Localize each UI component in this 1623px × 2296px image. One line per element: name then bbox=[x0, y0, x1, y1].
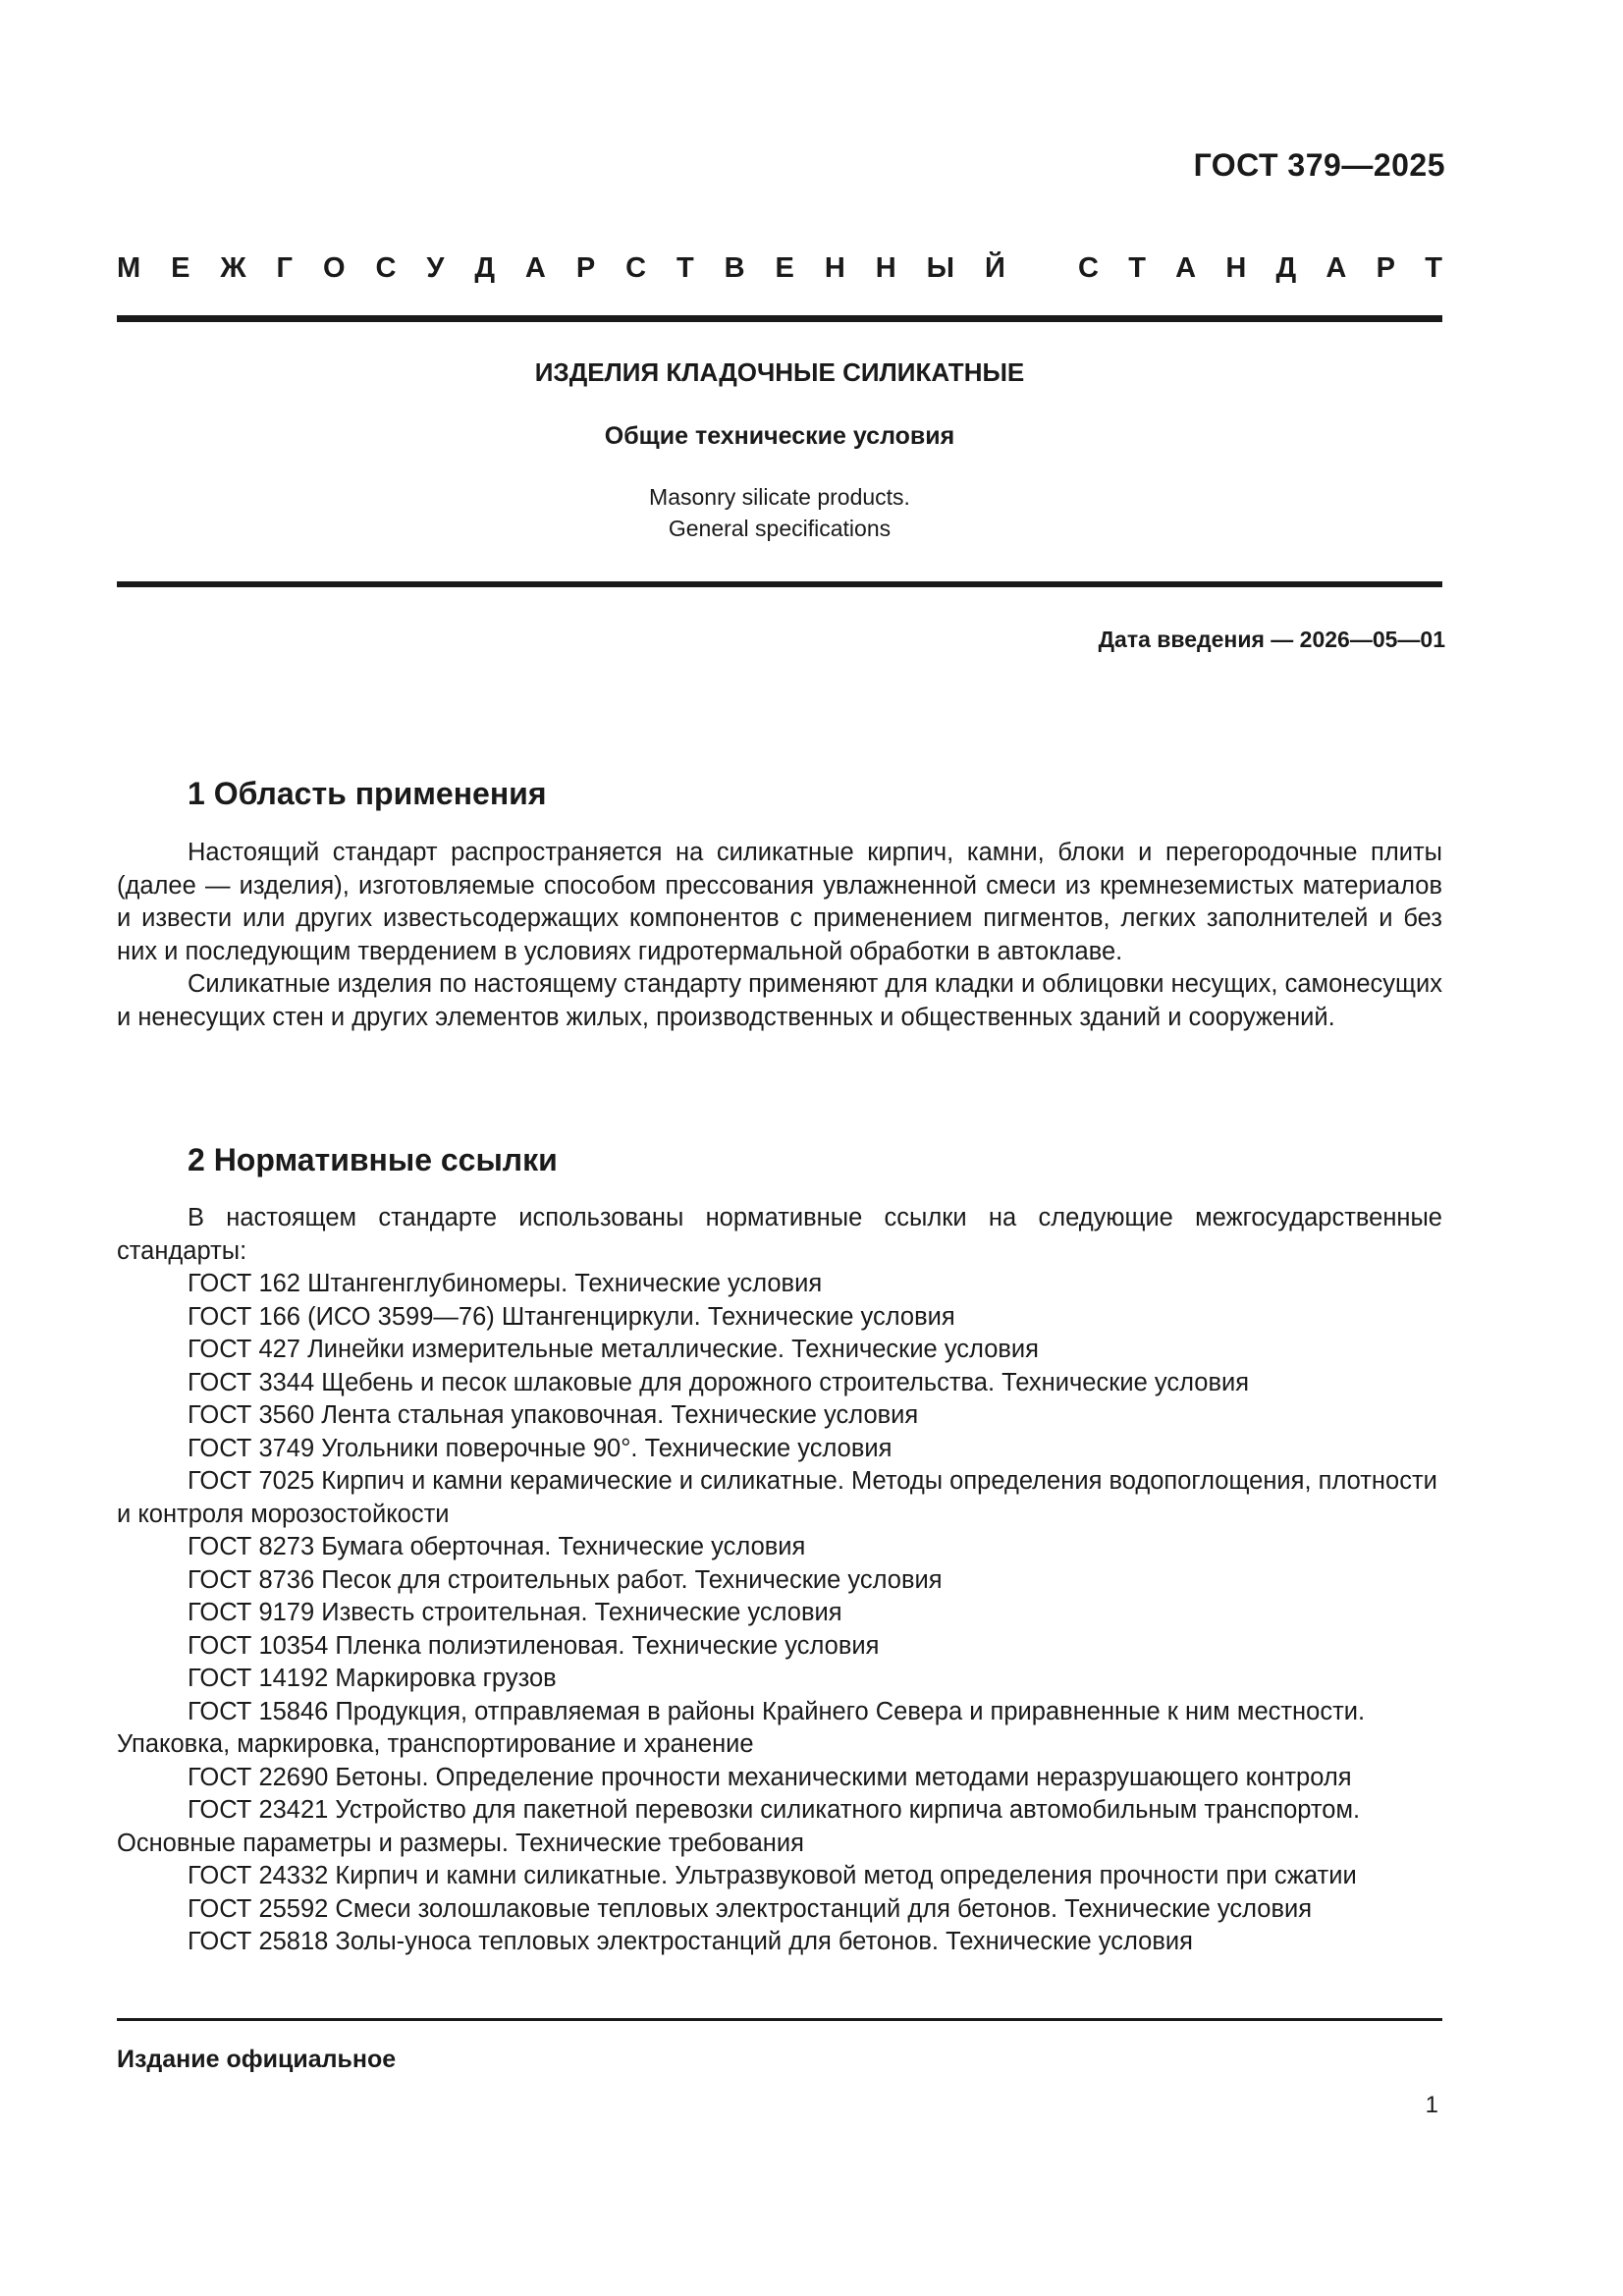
standard-type-letter: Н bbox=[824, 252, 845, 284]
header-divider bbox=[117, 315, 1442, 322]
english-title-line-2: General specifications bbox=[668, 516, 892, 541]
reference-item: ГОСТ 25592 Смеси золошлаковые тепловых электростанций для бетонов. Технические условия bbox=[188, 1894, 1313, 1923]
section-heading-scope: 1 Область применения bbox=[188, 776, 547, 811]
reference-item: ГОСТ 3560 Лента стальная упаковочная. Технические условия bbox=[188, 1401, 919, 1429]
footer-divider bbox=[117, 2018, 1442, 2021]
document-number: ГОСТ 379—2025 bbox=[1193, 147, 1445, 183]
standard-type-letter: С bbox=[1078, 252, 1099, 284]
standard-type-letter: Д bbox=[1275, 252, 1297, 284]
standard-type-letter: Р bbox=[575, 252, 596, 284]
english-title-line-1: Masonry silicate products. bbox=[649, 484, 910, 510]
reference-item: ГОСТ 8736 Песок для строительных работ. Технические условия bbox=[188, 1565, 943, 1594]
standard-type-letter: Н bbox=[1225, 252, 1247, 284]
reference-item: ГОСТ 23421 Устройство для пакетной перевозки силикатного кирпича автомобильным транспортом. Основные параметры и размеры. Технические требования bbox=[117, 1796, 1361, 1857]
page-number: 1 bbox=[1425, 2092, 1438, 2118]
english-title bbox=[0, 481, 1559, 544]
paragraph: Силикатные изделия по настоящему стандарту применяют для кладки и облицовки несущих, самонесущих и ненесущих стен и других элементов жилых, производственных и общественных зданий и сооружений. bbox=[117, 970, 1442, 1031]
standard-type-letter: Т bbox=[676, 252, 694, 284]
standard-type-letter: М bbox=[117, 252, 141, 284]
standard-type-word-1 bbox=[117, 252, 1005, 285]
standard-type-letter: Ы bbox=[926, 252, 954, 284]
standard-type-word-2 bbox=[1078, 252, 1442, 285]
reference-item: ГОСТ 15846 Продукция, отправляемая в районы Крайнего Севера и приравненные к ним местности. Упаковка, маркировка, транспортирование и хранение bbox=[117, 1697, 1366, 1758]
reference-item: ГОСТ 24332 Кирпич и камни силикатные. Ультразвуковой метод определения прочности при сжатии bbox=[188, 1862, 1357, 1889]
standard-type-letter: Е bbox=[775, 252, 794, 284]
standard-type-letter: В bbox=[724, 252, 745, 284]
standard-type-heading bbox=[117, 252, 1442, 285]
section-references-body bbox=[117, 1202, 1442, 1959]
title-divider bbox=[117, 581, 1442, 587]
reference-item: ГОСТ 14192 Маркировка грузов bbox=[188, 1665, 557, 1692]
standard-type-letter: С bbox=[375, 252, 397, 284]
standard-type-letter: Т bbox=[1425, 252, 1442, 284]
reference-item: ГОСТ 162 Штангенглубиномеры. Технические условия bbox=[188, 1270, 823, 1297]
edition-label: Издание официальное bbox=[117, 2046, 397, 2073]
standard-type-letter: А bbox=[524, 252, 546, 284]
reference-item: ГОСТ 22690 Бетоны. Определение прочности механическими методами неразрушающего контроля bbox=[188, 1763, 1352, 1791]
standard-type-letter: Ж bbox=[220, 252, 246, 284]
standard-type-letter: А bbox=[1325, 252, 1347, 284]
section-scope-body bbox=[117, 837, 1442, 1034]
section-heading-references: 2 Нормативные ссылки bbox=[188, 1142, 558, 1177]
standard-type-letter: Н bbox=[875, 252, 896, 284]
reference-list bbox=[117, 1268, 1442, 1959]
standard-type-letter: Р bbox=[1376, 252, 1395, 284]
standard-type-letter: Г bbox=[276, 252, 293, 284]
references-intro: В настоящем стандарте использованы нормативные ссылки на следующие межгосударственные стандарты: bbox=[117, 1204, 1442, 1265]
document-title: ИЗДЕЛИЯ КЛАДОЧНЫЕ СИЛИКАТНЫЕ bbox=[534, 357, 1025, 387]
reference-item: ГОСТ 25818 Золы-уноса тепловых электростанций для бетонов. Технические условия bbox=[188, 1928, 1193, 1955]
reference-item: ГОСТ 166 (ИСО 3599—76) Штангенциркули. Технические условия bbox=[188, 1302, 955, 1331]
reference-item: ГОСТ 7025 Кирпич и камни керамические и силикатные. Методы определения водопоглощения, плотности и контроля морозостойкости bbox=[117, 1467, 1437, 1528]
reference-item: ГОСТ 3749 Угольники поверочные 90°. Технические условия bbox=[188, 1434, 893, 1462]
reference-item: ГОСТ 10354 Пленка полиэтиленовая. Технические условия bbox=[188, 1631, 880, 1660]
standard-type-letter: О bbox=[322, 252, 346, 284]
introduction-date: Дата введения — 2026—05—01 bbox=[1098, 627, 1445, 652]
document-subtitle: Общие технические условия bbox=[604, 422, 955, 450]
standard-type-letter: У bbox=[426, 252, 445, 284]
standard-type-letter: Д bbox=[474, 252, 495, 284]
standard-type-letter: Й bbox=[984, 252, 1005, 284]
standard-type-letter: С bbox=[625, 252, 647, 284]
reference-item: ГОСТ 427 Линейки измерительные металлические. Технические условия bbox=[188, 1336, 1039, 1363]
reference-item: ГОСТ 8273 Бумага оберточная. Технические условия bbox=[188, 1533, 806, 1560]
standard-type-letter: Е bbox=[171, 252, 190, 284]
standard-type-letter: А bbox=[1175, 252, 1197, 284]
paragraph: Настоящий стандарт распространяется на силикатные кирпич, камни, блоки и перегородочные плиты (далее — изделия), изготовляемые способом прессования увлажненной смеси из кремнеземистых материалов и извести или других известьсодержащих компонентов с применением пигментов, легких заполнителей и без них и последующим твердением в условиях гидротермальной обработки в автоклаве. bbox=[117, 839, 1442, 965]
standard-type-letter: Т bbox=[1128, 252, 1146, 284]
reference-item: ГОСТ 3344 Щебень и песок шлаковые для дорожного строительства. Технические условия bbox=[188, 1368, 1250, 1396]
reference-item: ГОСТ 9179 Известь строительная. Технические условия bbox=[188, 1599, 842, 1626]
